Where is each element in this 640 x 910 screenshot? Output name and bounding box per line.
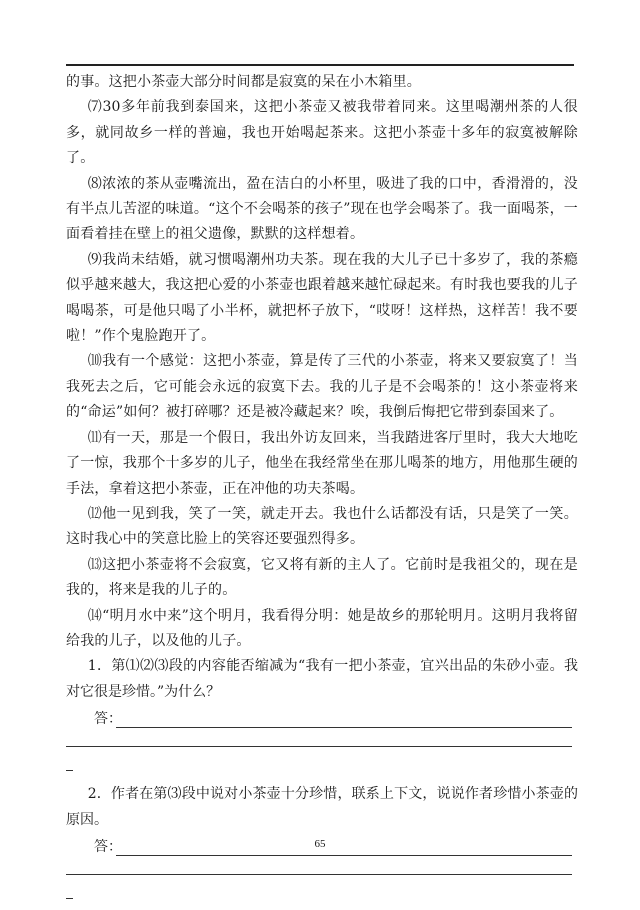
paragraph-7: ⑺30多年前我到泰国来，这把小茶壶又被我带着同来。这里喝潮州茶的人很多，就同故乡一样的普遍，我也开始喝起茶来。这把小茶壶十多年的寂寞被解除了。 [66,99,578,167]
answer-2-extra-blank[interactable] [66,874,572,875]
page-number: 65 [314,838,326,850]
paragraph-13: ⒀这把小茶壶将不会寂寞，它又将有新的主人了。它前时是我祖父的，现在是我的，将来是我的儿子的。 [66,556,578,599]
answer-2-blank[interactable] [116,855,572,856]
answer-1-label: 答： [94,711,122,728]
paragraph-10: ⑽我有一个感觉：这把小茶壶，算是传了三代的小茶壶，将来又要寂寞了！当我死去之后，它可能会永远的寂寞下去。我的儿子是不会喝茶的！这小茶壶将来的“命运”如何？被打碎哪？还是被冷藏起来？唉，我倒后悔把它带到泰国来了。 [66,353,578,421]
paragraph-8: ⑻浓浓的茶从壶嘴流出，盈在洁白的小杯里，吸进了我的口中，香滑滑的，没有半点儿苦涩的味道。“这个不会喝茶的孩子”现在也学会喝茶了。我一面喝茶，一面看着挂在壁上的祖父遗像，默默的这样想着。 [66,175,578,243]
paragraph-11: ⑾有一天，那是一个假日，我出外访友回来，当我踏进客厅里时，我大大地吃了一惊，我那个十多岁的儿子，他坐在我经常坐在那儿喝茶的地方，用他那生硬的手法，拿着这把小茶壶，正在冲他的功夫茶喝。 [66,429,578,497]
answer-2-extra-line[interactable] [66,860,578,888]
paragraph-continued: 的事。这把小茶壶大部分时间都是寂寞的呆在小木箱里。 [66,74,421,90]
answer-2-dash [66,888,578,910]
paragraph-12: ⑿他一见到我，笑了一笑，就走开去。我也什么话都没有话，只是笑了一笑。这时我心中的笑意比脸上的笑容还要强烈得多。 [66,505,578,548]
answer-1-blank[interactable] [116,727,572,728]
answer-2-label: 答： [94,838,122,855]
answer-1-extra-line[interactable] [66,732,578,760]
answer-1-dash [66,760,578,782]
question-1-text: 1．第⑴⑵⑶段的内容能否缩减为“我有一把小茶壶，宜兴出品的朱砂小壶。我对它很是珍惜。”为什么？ [66,658,578,700]
paragraph-9: ⑼我尚未结婚，就习惯喝潮州功夫茶。现在我的大儿子已十多岁了，我的茶瘾似乎越来越大，我这把心爱的小茶壶也跟着越来越忙碌起来。有时我也要我的儿子喝喝茶，可是他只喝了小半杯，就把杯子放下，“哎呀！这样热，这样苦！我不要啦！”作个鬼脸跑开了。 [66,251,578,345]
reading-passage [66,70,578,910]
header-rule [66,64,574,66]
question-2-text: 2．作者在第⑶段中说对小茶壶十分珍惜，联系上下文，说说作者珍惜小茶壶的原因。 [66,786,578,828]
answer-1-line[interactable] [66,707,578,732]
answer-1-extra-blank[interactable] [66,746,572,747]
question-1 [66,654,578,782]
paragraph-14: ⒁“明月水中来”这个明月，我看得分明：她是故乡的那轮明月。这明月我将留给我的儿子，以及他的儿子。 [66,607,578,649]
